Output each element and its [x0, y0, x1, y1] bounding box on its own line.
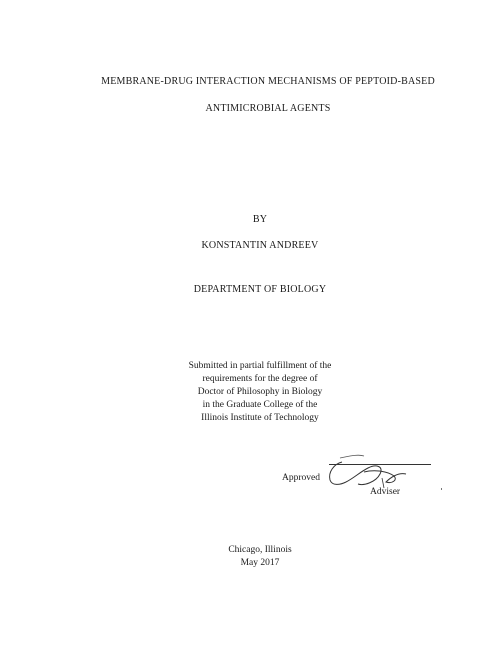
author-name: KONSTANTIN ANDREEV [201, 240, 319, 251]
submission-line: requirements for the degree of [202, 374, 318, 384]
by-label: BY [252, 214, 268, 225]
thesis-title-line-1: MEMBRANE-DRUG INTERACTION MECHANISMS OF PEPTOID-BASED [101, 76, 435, 87]
submission-line: Illinois Institute of Technology [201, 413, 319, 423]
submission-line: Submitted in partial fulfillment of the [188, 361, 332, 371]
submission-line: Doctor of Philosophy in Biology [197, 387, 323, 397]
adviser-label: Adviser [370, 487, 401, 497]
submission-statement [10, 360, 500, 425]
location-block [10, 544, 500, 570]
city: Chicago, Illinois [228, 545, 292, 555]
thesis-title-line-2: ANTIMICROBIAL AGENTS [205, 103, 331, 114]
submission-date: May 2017 [240, 558, 280, 568]
scan-speck [441, 488, 442, 490]
approved-label: Approved [282, 473, 320, 483]
submission-line: in the Graduate College of the [202, 400, 318, 410]
department-name: DEPARTMENT OF BIOLOGY [193, 284, 327, 295]
